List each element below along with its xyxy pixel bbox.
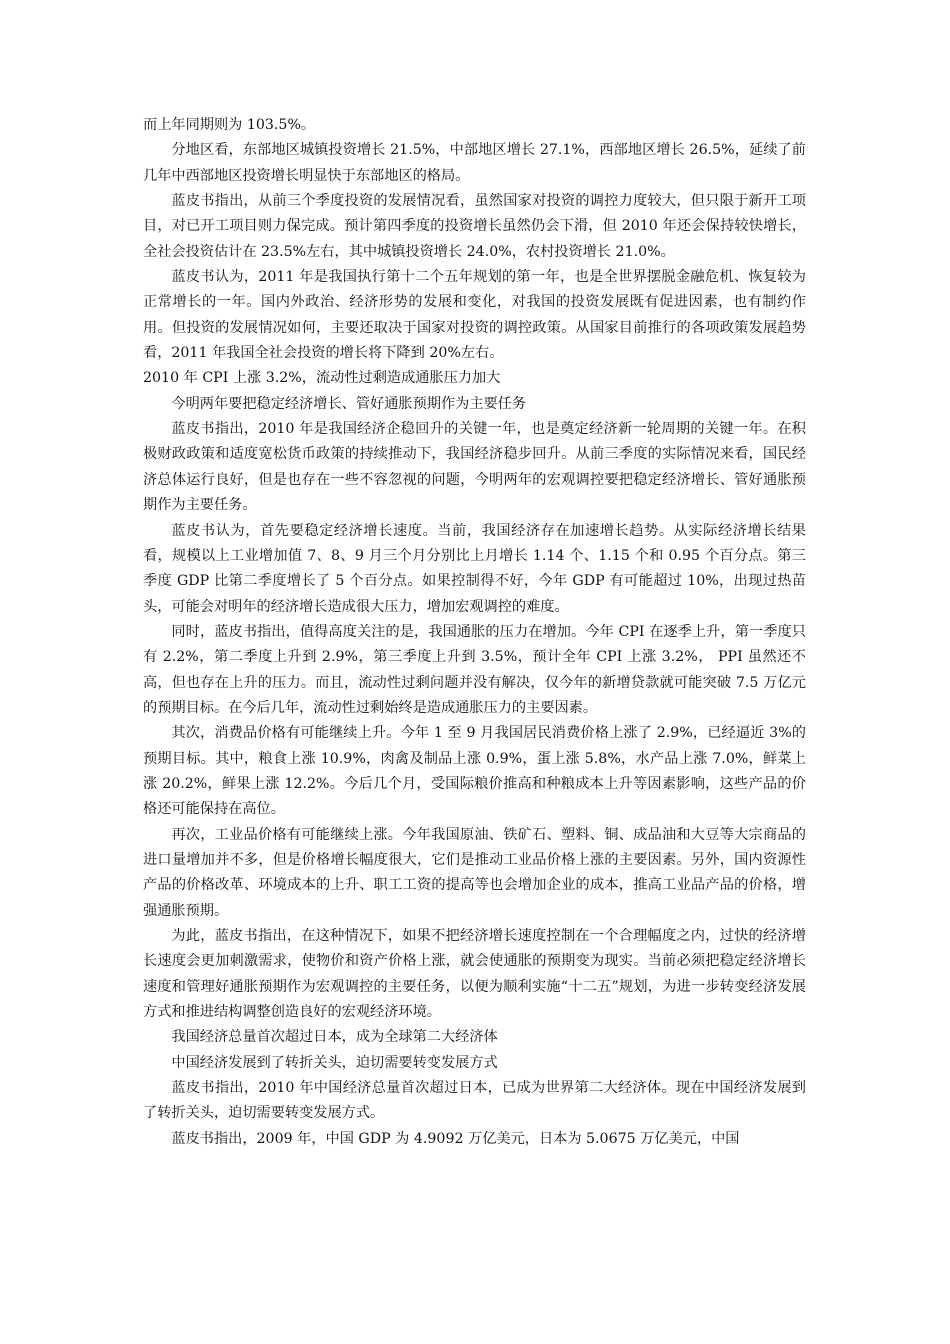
paragraph-8: 其次，消费品价格有可能继续上升。今年 1 至 9 月我国居民消费价格上涨了 2.9%，已经逼近 3%的预期目标。其中，粮食上涨 10.9%，肉禽及制品上涨 0.9%，蛋上涨 5.8%，水产品上涨 7.0%，鲜菜上涨 20.2%，鲜果上涨 12.2%。今后几个月，受国际粮价推高和种粮成本上升等因素影响，这些产品的价格还可能保持在高位。 bbox=[143, 725, 806, 818]
paragraph-5: 蓝皮书指出，2010 年是我国经济企稳回升的关键一年，也是奠定经济新一轮周期的关键一年。在积极财政政策和适度宽松货币政策的持续推动下，我国经济稳步回升。从前三季度的实际情况来看，国民经济总体运行良好，但是也存在一些不容忽视的问题，今明两年的宏观调控要把稳定经济增长、管好通胀预期作为主要任务。 bbox=[143, 421, 806, 514]
section-subheading-2: 中国经济发展到了转折关头，迫切需要转变发展方式 bbox=[171, 1054, 498, 1071]
paragraph-11: 蓝皮书指出，2010 年中国经济总量首次超过日本，已成为世界第二大经济体。现在中国经济发展到了转折关头，迫切需要转变发展方式。 bbox=[143, 1080, 806, 1122]
paragraph-10: 为此，蓝皮书指出，在这种情况下，如果不把经济增长速度控制在一个合理幅度之内，过快的经济增长速度会更加刺激需求，使物价和资产价格上涨，就会使通胀的预期变为现实。当前必须把稳定经济增长速度和管理好通胀预期作为宏观调控的主要任务，以便为顺利实施“十二五”规划，为进一步转变经济发展方式和推进结构调整创造良好的宏观经济环境。 bbox=[143, 928, 806, 1021]
section-heading-2: 我国经济总量首次超过日本，成为全球第二大经济体 bbox=[171, 1029, 498, 1046]
paragraph-12: 蓝皮书指出，2009 年，中国 GDP 为 4.9092 万亿美元，日本为 5.0675 万亿美元，中国 bbox=[171, 1130, 740, 1147]
document-page bbox=[143, 113, 806, 1152]
paragraph-4: 蓝皮书认为，2011 年是我国执行第十二个五年规划的第一年，也是全世界摆脱金融危机、恢复较为正常增长的一年。国内外政治、经济形势的发展和变化，对我国的投资发展既有促进因素，也有制约作用。但投资的发展情况如何，主要还取决于国家对投资的调控政策。从国家目前推行的各项政策发展趋势看，2011 年我国全社会投资的增长将下降到 20%左右。 bbox=[143, 269, 806, 362]
paragraph-3: 蓝皮书指出，从前三个季度投资的发展情况看，虽然国家对投资的调控力度较大，但只限于新开工项目，对已开工项目则力保完成。预计第四季度的投资增长虽然仍会下滑，但 2010 年还会保持较快增长，全社会投资估计在 23.5%左右，其中城镇投资增长 24.0%，农村投资增长 21.0%。 bbox=[143, 193, 806, 260]
paragraph-6: 蓝皮书认为，首先要稳定经济增长速度。当前，我国经济存在加速增长趋势。从实际经济增长结果看，规模以上工业增加值 7、8、9 月三个月分别比上月增长 1.14 个、1.15 个和 0.95 个百分点。第三季度 GDP 比第二季度增长了 5 个百分点。如果控制得不好，今年 GDP 有可能超过 10%，出现过热苗头，可能会对明年的经济增长造成很大压力，增加宏观调控的难度。 bbox=[143, 522, 806, 615]
paragraph-1: 而上年同期则为 103.5%。 bbox=[143, 117, 316, 133]
section-subheading-1: 今明两年要把稳定经济增长、管好通胀预期作为主要任务 bbox=[171, 395, 527, 412]
paragraph-9: 再次，工业品价格有可能继续上涨。今年我国原油、铁矿石、塑料、铜、成品油和大豆等大宗商品的进口量增加并不多，但是价格增长幅度很大，它们是推动工业品价格上涨的主要因素。另外，国内资源性产品的价格改革、环境成本的上升、职工工资的提高等也会增加企业的成本，推高工业品产品的价格，增强通胀预期。 bbox=[143, 826, 806, 919]
section-heading-1: 2010 年 CPI 上涨 3.2%，流动性过剩造成通胀压力加大 bbox=[143, 370, 501, 387]
paragraph-7: 同时，蓝皮书指出，值得高度关注的是，我国通胀的压力在增加。今年 CPI 在逐季上升，第一季度只有 2.2%，第二季度上升到 2.9%，第三季度上升到 3.5%，预计全年 CPI 上涨 3.2%， PPI 虽然还不高，但也存在上升的压力。而且，流动性过剩问题并没有解决，仅今年的新增贷款就可能突破 7.5 万亿元的预期目标。在今后几年，流动性过剩始终是造成通胀压力的主要因素。 bbox=[143, 623, 806, 716]
paragraph-2: 分地区看，东部地区城镇投资增长 21.5%，中部地区增长 27.1%，西部地区增长 26.5%，延续了前几年中西部地区投资增长明显快于东部地区的格局。 bbox=[143, 142, 806, 184]
